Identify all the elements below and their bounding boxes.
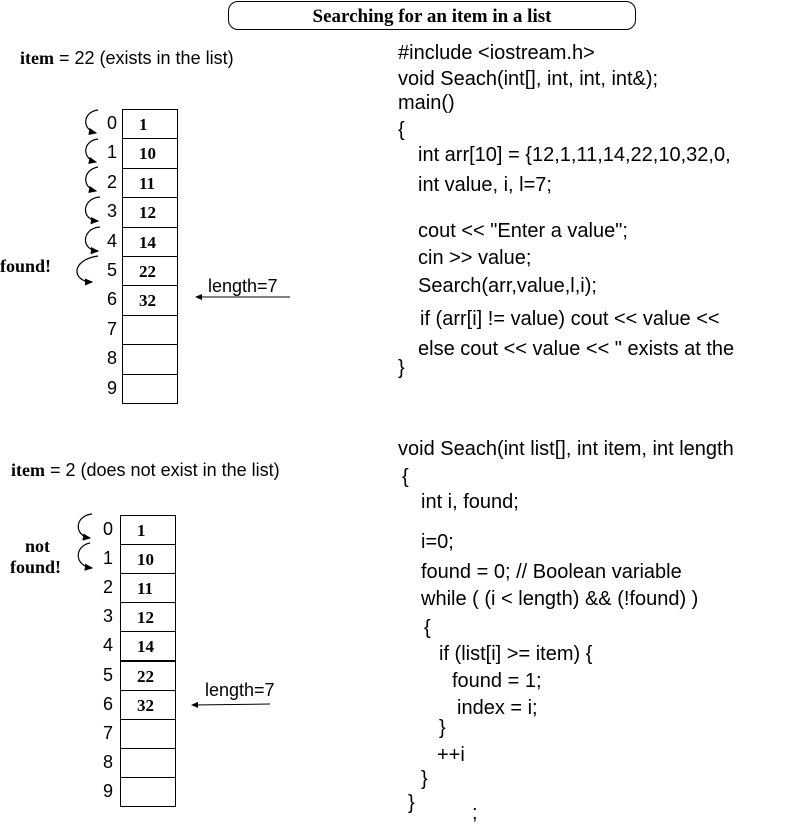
step-arrow-3 [85, 197, 100, 221]
array-index: 9 [107, 377, 118, 398]
array-cell: 1 [122, 109, 178, 139]
code-line: } [421, 768, 428, 790]
array-index: 3 [107, 201, 118, 222]
diagram-title: Searching for an item in a list [228, 1, 636, 30]
example2-length-label: length=7 [205, 680, 275, 700]
array-index: 8 [103, 751, 114, 772]
code-line: int i, found; [421, 491, 519, 513]
array-index: 9 [103, 780, 114, 801]
code-line: found = 0; // Boolean variable [421, 561, 682, 583]
example1-item-label: item [20, 48, 54, 68]
array-index: 5 [103, 664, 114, 685]
array-index: 4 [107, 230, 118, 251]
code-line: ; [472, 802, 478, 824]
code-line: if (arr[i] != value) cout << value << [420, 308, 720, 330]
array-index: 7 [103, 722, 114, 743]
example1-item-text: = 22 (exists in the list) [59, 48, 234, 68]
example1-step-arrows [77, 110, 100, 282]
array-cell: 14 [122, 227, 178, 257]
array-index: 4 [103, 635, 114, 656]
array-index: 3 [103, 606, 114, 627]
code-line: #include <iostream.h> [398, 42, 595, 64]
code-line: if (list[i] >= item) { [439, 643, 593, 665]
array-cell: 12 [120, 602, 176, 632]
array-cell: 10 [122, 138, 178, 168]
array-cell: 11 [120, 573, 176, 603]
example2-found-label: found! [10, 557, 62, 577]
array-index: 2 [107, 171, 118, 192]
array-cell: 22 [122, 256, 178, 286]
example2-length-arrow [192, 704, 270, 705]
array-cell: 10 [120, 544, 176, 574]
array-index: 6 [103, 693, 114, 714]
array-cell: 22 [120, 661, 176, 691]
code-line: main() [398, 92, 455, 114]
code-line: cout << "Enter a value"; [418, 220, 628, 242]
code-line: int arr[10] = {12,1,11,14,22,10,32,0, [418, 144, 731, 166]
code-line: void Seach(int[], int, int, int&); [398, 68, 659, 90]
code-line: cin >> value; [418, 247, 532, 269]
array-cell: 12 [122, 197, 178, 227]
array-index: 0 [107, 113, 118, 133]
code-line: while ( (i < length) && (!found) ) [421, 588, 699, 610]
example2-step-arrows [78, 514, 92, 568]
step-arrow-2 [86, 167, 98, 191]
array-cell: 11 [122, 168, 178, 198]
code-line: found = 1; [452, 670, 542, 692]
example1-found-label: found! [0, 256, 52, 276]
code-line: } [439, 717, 446, 739]
code-line: } [408, 792, 415, 814]
array-index: 1 [103, 548, 114, 569]
array-index: 5 [107, 260, 118, 280]
code-line: int value, i, l=7; [418, 174, 552, 196]
example1-length-label: length=7 [208, 276, 278, 296]
array-index: 1 [107, 142, 118, 163]
example2-not-label: not [25, 536, 51, 556]
array-index: 2 [103, 577, 114, 598]
array-index: 0 [103, 519, 114, 539]
code-line: } [398, 357, 405, 379]
code-line: else cout << value << " exists at the [418, 338, 735, 360]
code-line: i=0; [421, 531, 454, 553]
array-index: 8 [107, 348, 118, 369]
code-line: void Seach(int list[], int item, int length [398, 438, 734, 460]
code-line: index = i; [457, 697, 538, 719]
array-cell: 1 [120, 515, 176, 545]
step-arrow-5 [77, 256, 98, 282]
array-cell: 14 [120, 631, 176, 661]
code-line: Search(arr,value,l,i); [418, 275, 597, 297]
step-arrow-0 [78, 514, 92, 538]
step-arrow-4 [85, 227, 100, 251]
array-cell: 32 [120, 690, 176, 720]
step-arrow-1 [86, 139, 98, 162]
array-index: 6 [107, 289, 118, 310]
step-arrow-1 [78, 543, 92, 568]
code-line: ++i [437, 744, 465, 766]
code-line: { [424, 617, 431, 639]
code-line: { [398, 119, 405, 141]
example2-item-label: item [11, 460, 45, 480]
code-line: { [402, 466, 409, 488]
step-arrow-0 [86, 110, 98, 133]
array-cell: 32 [122, 285, 178, 315]
example2-item-text: = 2 (does not exist in the list) [50, 460, 280, 480]
array-index: 7 [107, 318, 118, 339]
